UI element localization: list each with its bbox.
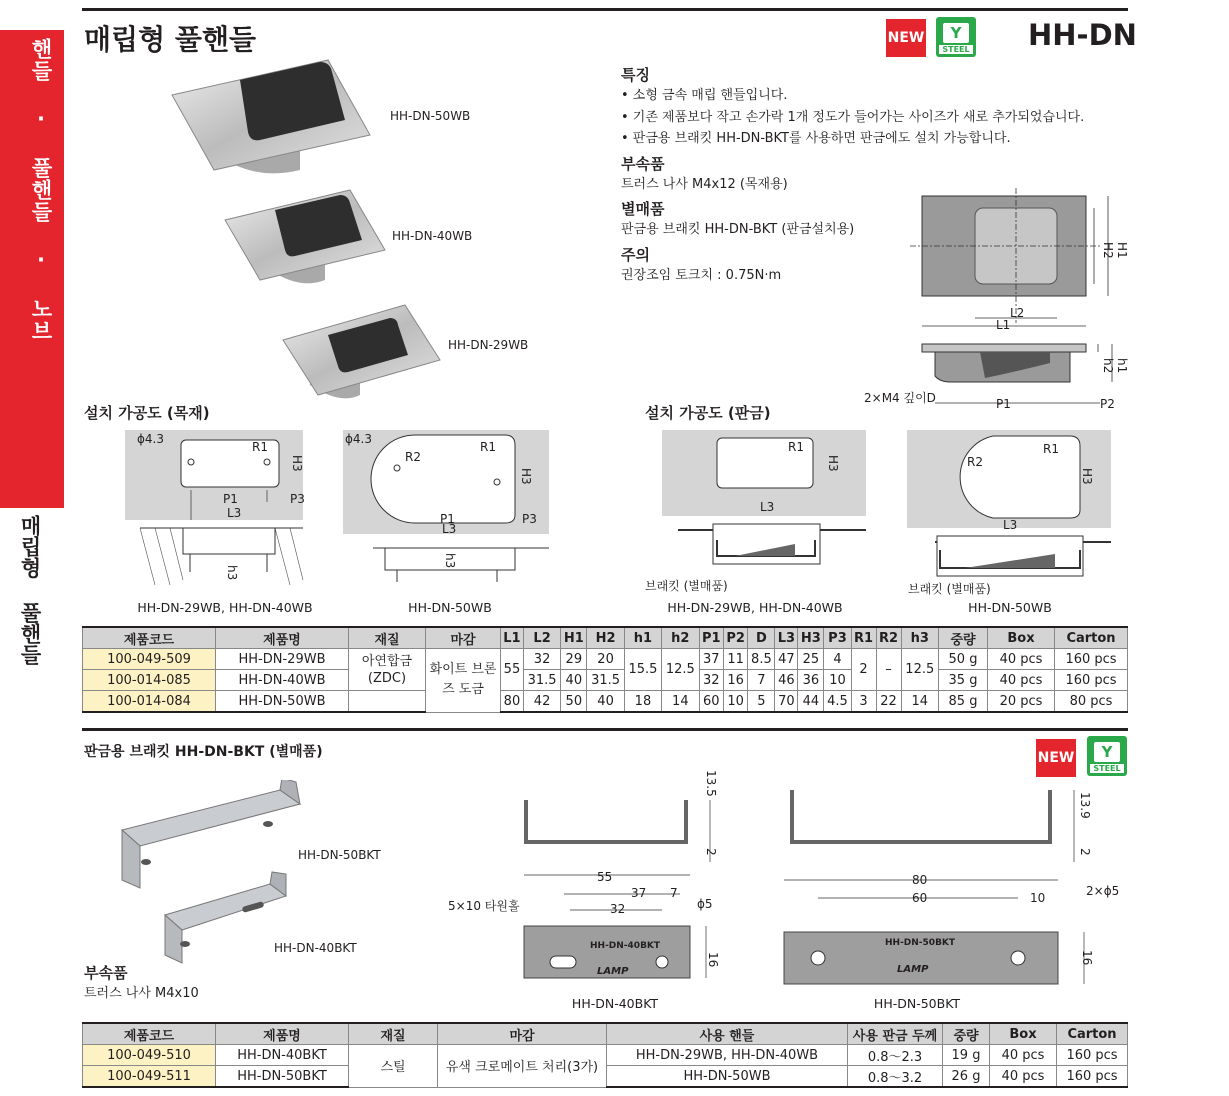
p1-label: P1 <box>223 492 238 506</box>
col-header: h2 <box>662 627 699 649</box>
lamp-logo: LAMP <box>597 966 629 977</box>
cell: 4 <box>824 649 851 670</box>
col-header: 재질 <box>349 1023 438 1045</box>
bracket-table <box>82 1022 1128 1088</box>
cell: 14 <box>901 691 938 713</box>
r2-label: R2 <box>405 450 421 464</box>
dim-L2: L2 <box>1010 306 1025 320</box>
col-header: 중량 <box>939 627 988 649</box>
cell: 8.5 <box>748 649 775 670</box>
dim-L1: L1 <box>996 318 1011 332</box>
p1-label: P1 <box>440 512 455 526</box>
cell: 32 <box>699 670 723 691</box>
dim-H2: H2 <box>1101 242 1115 259</box>
cell: 18 <box>624 691 661 713</box>
h3-label: H3 <box>1080 468 1094 485</box>
table-row <box>83 1045 1128 1066</box>
cell: 25 <box>798 649 824 670</box>
col-header: P3 <box>824 627 851 649</box>
photo-label-50: HH-DN-50WB <box>390 109 471 123</box>
product-name: HH-DN-29WB <box>216 649 349 670</box>
category-label: 핸들 · 풀핸들 · 노브 <box>29 38 53 342</box>
col-header: H1 <box>561 627 587 649</box>
cell: 2 <box>851 649 876 691</box>
product-code: 100-049-509 <box>83 649 216 670</box>
h3-depth-label: h3 <box>443 553 457 569</box>
col-header: h1 <box>624 627 661 649</box>
cell: 10 <box>824 670 851 691</box>
model-number: HH-DN <box>1028 18 1137 52</box>
cell: – <box>876 649 901 691</box>
col-header: P1 <box>699 627 723 649</box>
new-badge: NEW <box>886 19 926 57</box>
phi-label: ϕ4.3 <box>137 432 164 446</box>
cell: 12.5 <box>662 649 699 691</box>
cell: 70 <box>775 691 798 713</box>
material-cell: 아연합금 (ZDC) <box>349 649 426 691</box>
h3-label: H3 <box>519 468 533 485</box>
col-header: L1 <box>501 627 524 649</box>
col-header: L2 <box>523 627 560 649</box>
product-name: HH-DN-40WB <box>216 670 349 691</box>
dim-h2: h2 <box>1101 358 1115 374</box>
cell: 55 <box>501 649 524 691</box>
cell: 80 pcs <box>1055 691 1128 713</box>
screw-icon: Y <box>1094 742 1120 762</box>
section-label: 매립형 풀핸들 <box>18 515 42 665</box>
screw-icon: Y <box>943 23 969 43</box>
caption: HH-DN-50WB <box>408 600 492 615</box>
col-header: H3 <box>798 627 824 649</box>
feature-item: • 판금용 브래킷 HH-DN-BKT를 사용하면 판금에도 설치 가능합니다. <box>621 131 1011 146</box>
cell: 160 pcs <box>1055 670 1128 691</box>
table-row <box>83 691 1128 713</box>
cell: 42 <box>523 691 560 713</box>
cell: 15.5 <box>624 649 661 691</box>
dim-thick: 2 <box>704 848 718 856</box>
feature-item: • 소형 금속 매립 핸들입니다. <box>621 88 788 103</box>
cell: 16 <box>723 670 747 691</box>
cell: 44 <box>798 691 824 713</box>
cell: 7 <box>748 670 775 691</box>
r2-label: R2 <box>967 455 983 469</box>
finish-cell: 화이트 브론즈 도금 <box>426 649 501 713</box>
col-header: 제품명 <box>216 627 349 649</box>
material-cell: 스틸 <box>349 1045 438 1088</box>
cell: 31.5 <box>587 670 624 691</box>
bracket-photo-40 <box>165 872 286 963</box>
category-tab[interactable] <box>0 30 64 508</box>
col-header: 중량 <box>943 1023 990 1045</box>
cell: 19 g <box>943 1045 990 1066</box>
cell: 4.5 <box>824 691 851 713</box>
bracket-photo-label-40: HH-DN-40BKT <box>274 941 357 955</box>
cell: 5 <box>748 691 775 713</box>
cell: 35 g <box>939 670 988 691</box>
photo-label-29: HH-DN-29WB <box>448 338 529 352</box>
col-header: 사용 판금 두께 <box>848 1023 943 1045</box>
cell: 40 pcs <box>988 670 1055 691</box>
dimension-drawing <box>860 188 1130 418</box>
col-header: Carton <box>1055 627 1128 649</box>
caution-heading: 주의 <box>621 245 650 264</box>
wood-install-heading: 설치 가공도 (목재) <box>84 404 210 422</box>
cell: HH-DN-50WB <box>607 1066 848 1088</box>
lamp-logo: LAMP <box>897 964 929 975</box>
dim-P1: P1 <box>996 397 1011 411</box>
dim-2phi5: 2×ϕ5 <box>1086 884 1120 898</box>
features-heading: 특징 <box>621 66 650 84</box>
p3-label: P3 <box>522 512 537 526</box>
accessory-heading: 부속품 <box>621 154 665 173</box>
bracket-photo-label-50: HH-DN-50BKT <box>298 848 381 862</box>
dim-H1: H1 <box>1115 242 1129 259</box>
dim-37: 37 <box>631 886 647 900</box>
cell: 20 pcs <box>988 691 1055 713</box>
phi-label: ϕ4.3 <box>345 432 372 446</box>
cell: 80 <box>501 691 524 713</box>
sheet-install-heading: 설치 가공도 (판금) <box>645 404 771 422</box>
separate-heading: 별매품 <box>621 200 665 218</box>
product-code: 100-014-085 <box>83 670 216 691</box>
dim-thick: 2 <box>1078 848 1092 856</box>
header-rule <box>82 8 1128 11</box>
bracket-heading: 판금용 브래킷 HH-DN-BKT (별매품) <box>84 744 323 760</box>
l3-label: L3 <box>227 506 242 520</box>
bracket-accessory-text: 트러스 나사 M4x10 <box>84 986 199 1001</box>
dim-P2: P2 <box>1100 397 1115 411</box>
product-code: 100-049-510 <box>83 1045 216 1066</box>
bracket-label: 브래킷 (별매품) <box>908 582 991 596</box>
cell: 40 pcs <box>990 1066 1057 1088</box>
cell: 26 g <box>943 1066 990 1088</box>
cell <box>349 691 426 713</box>
cell: 20 <box>587 649 624 670</box>
col-header: 마감 <box>438 1023 607 1045</box>
dim-32: 32 <box>610 902 626 916</box>
caption: HH-DN-29WB, HH-DN-40WB <box>667 600 843 615</box>
cell: 85 g <box>939 691 988 713</box>
new-badge: NEW <box>1036 739 1076 777</box>
steel-label: STEEL <box>939 45 973 54</box>
dim-height: 13.9 <box>1078 792 1092 819</box>
spec-table <box>82 626 1128 713</box>
bracket-label: 브래킷 (별매품) <box>645 579 728 593</box>
dim-60: 60 <box>912 891 928 905</box>
r1-label: R1 <box>788 440 804 454</box>
dim-height: 13.5 <box>704 770 718 797</box>
product-code: 100-014-084 <box>83 691 216 713</box>
caption: HH-DN-50WB <box>968 600 1052 615</box>
h3-label: H3 <box>826 455 840 472</box>
cell: 60 <box>699 691 723 713</box>
col-header: R2 <box>876 627 901 649</box>
slot-label: 5×10 타원홀 <box>448 899 520 913</box>
handle-photo-29 <box>283 305 440 398</box>
separate-text: 판금용 브래킷 HH-DN-BKT (판금설치용) <box>621 222 855 237</box>
dim-16: 16 <box>1080 950 1094 966</box>
dim-tap: 2×M4 깊이D <box>864 391 936 405</box>
col-header: h3 <box>901 627 938 649</box>
cell: 3 <box>851 691 876 713</box>
cell: HH-DN-29WB, HH-DN-40WB <box>607 1045 848 1066</box>
caption: HH-DN-50BKT <box>873 996 961 1011</box>
accessory-text: 트러스 나사 M4x12 (목재용) <box>621 176 788 192</box>
cell: 47 <box>775 649 798 670</box>
dim-phi5: ϕ5 <box>697 897 713 911</box>
section-rule <box>82 728 1128 731</box>
col-header: P2 <box>723 627 747 649</box>
h3-label: H3 <box>290 455 304 472</box>
cell: 0.8～2.3 <box>848 1045 943 1066</box>
cell: 29 <box>561 649 587 670</box>
col-header: 재질 <box>349 627 426 649</box>
cell: 40 pcs <box>988 649 1055 670</box>
table-row <box>83 649 1128 670</box>
cell: 160 pcs <box>1055 649 1128 670</box>
l3-label: L3 <box>1003 518 1018 532</box>
l3-label: L3 <box>760 500 775 514</box>
steel-badge <box>936 17 976 57</box>
h3-depth-label: h3 <box>225 565 239 581</box>
finish-cell: 유색 크로메이트 처리(3가) <box>438 1045 607 1088</box>
steel-label: STEEL <box>1090 764 1124 773</box>
dim-7: 7 <box>670 886 678 900</box>
col-header: 제품명 <box>216 1023 349 1045</box>
col-header: Box <box>988 627 1055 649</box>
product-photos <box>150 40 570 410</box>
cell: 0.8～3.2 <box>848 1066 943 1088</box>
cell: 160 pcs <box>1057 1045 1128 1066</box>
handle-photo-40 <box>225 190 385 283</box>
cell: 160 pcs <box>1057 1066 1128 1088</box>
stamp-text: HH-DN-40BKT <box>590 941 661 951</box>
col-header: 제품코드 <box>83 627 216 649</box>
table-row <box>83 670 1128 691</box>
page-title: 매립형 풀핸들 <box>84 23 257 56</box>
feature-item: • 기존 제품보다 작고 손가락 1개 정도가 들어가는 사이즈가 새로 추가되었습니다. <box>621 109 1085 125</box>
dim-16: 16 <box>706 952 720 968</box>
product-code: 100-049-511 <box>83 1066 216 1088</box>
caution-text: 권장조임 토크치 : 0.75N·m <box>621 267 782 283</box>
col-header: Carton <box>1057 1023 1128 1045</box>
cell: 31.5 <box>523 670 560 691</box>
r1-label: R1 <box>1043 442 1059 456</box>
handle-photo-50 <box>172 60 370 173</box>
col-header: R1 <box>851 627 876 649</box>
cell: 32 <box>523 649 560 670</box>
r1-label: R1 <box>480 440 496 454</box>
photo-label-40: HH-DN-40WB <box>392 229 473 243</box>
cell: 40 pcs <box>990 1045 1057 1066</box>
col-header: D <box>748 627 775 649</box>
cell: 12.5 <box>901 649 938 691</box>
product-name: HH-DN-40BKT <box>216 1045 349 1066</box>
product-name: HH-DN-50WB <box>216 691 349 713</box>
col-header: L3 <box>775 627 798 649</box>
col-header: 사용 핸들 <box>607 1023 848 1045</box>
col-header: H2 <box>587 627 624 649</box>
dim-80: 80 <box>912 873 928 887</box>
col-header: 마감 <box>426 627 501 649</box>
l3-label: L3 <box>442 522 457 536</box>
dim-55: 55 <box>597 870 613 884</box>
cell: 10 <box>723 691 747 713</box>
r1-label: R1 <box>252 440 268 454</box>
cell: 14 <box>662 691 699 713</box>
dim-h1: h1 <box>1115 358 1129 374</box>
caption: HH-DN-29WB, HH-DN-40WB <box>137 600 313 615</box>
cell: 46 <box>775 670 798 691</box>
bracket-accessory-heading: 부속품 <box>84 964 128 982</box>
cell: 37 <box>699 649 723 670</box>
stamp-text: HH-DN-50BKT <box>885 938 956 948</box>
cell: 40 <box>587 691 624 713</box>
cell: 40 <box>561 670 587 691</box>
dim-10: 10 <box>1030 891 1046 905</box>
cell: 36 <box>798 670 824 691</box>
cell: 22 <box>876 691 901 713</box>
p3-label: P3 <box>290 492 305 506</box>
col-header: Box <box>990 1023 1057 1045</box>
col-header: 제품코드 <box>83 1023 216 1045</box>
cell: 50 g <box>939 649 988 670</box>
product-name: HH-DN-50BKT <box>216 1066 349 1088</box>
cell: 50 <box>561 691 587 713</box>
caption: HH-DN-40BKT <box>571 996 659 1011</box>
cell: 11 <box>723 649 747 670</box>
